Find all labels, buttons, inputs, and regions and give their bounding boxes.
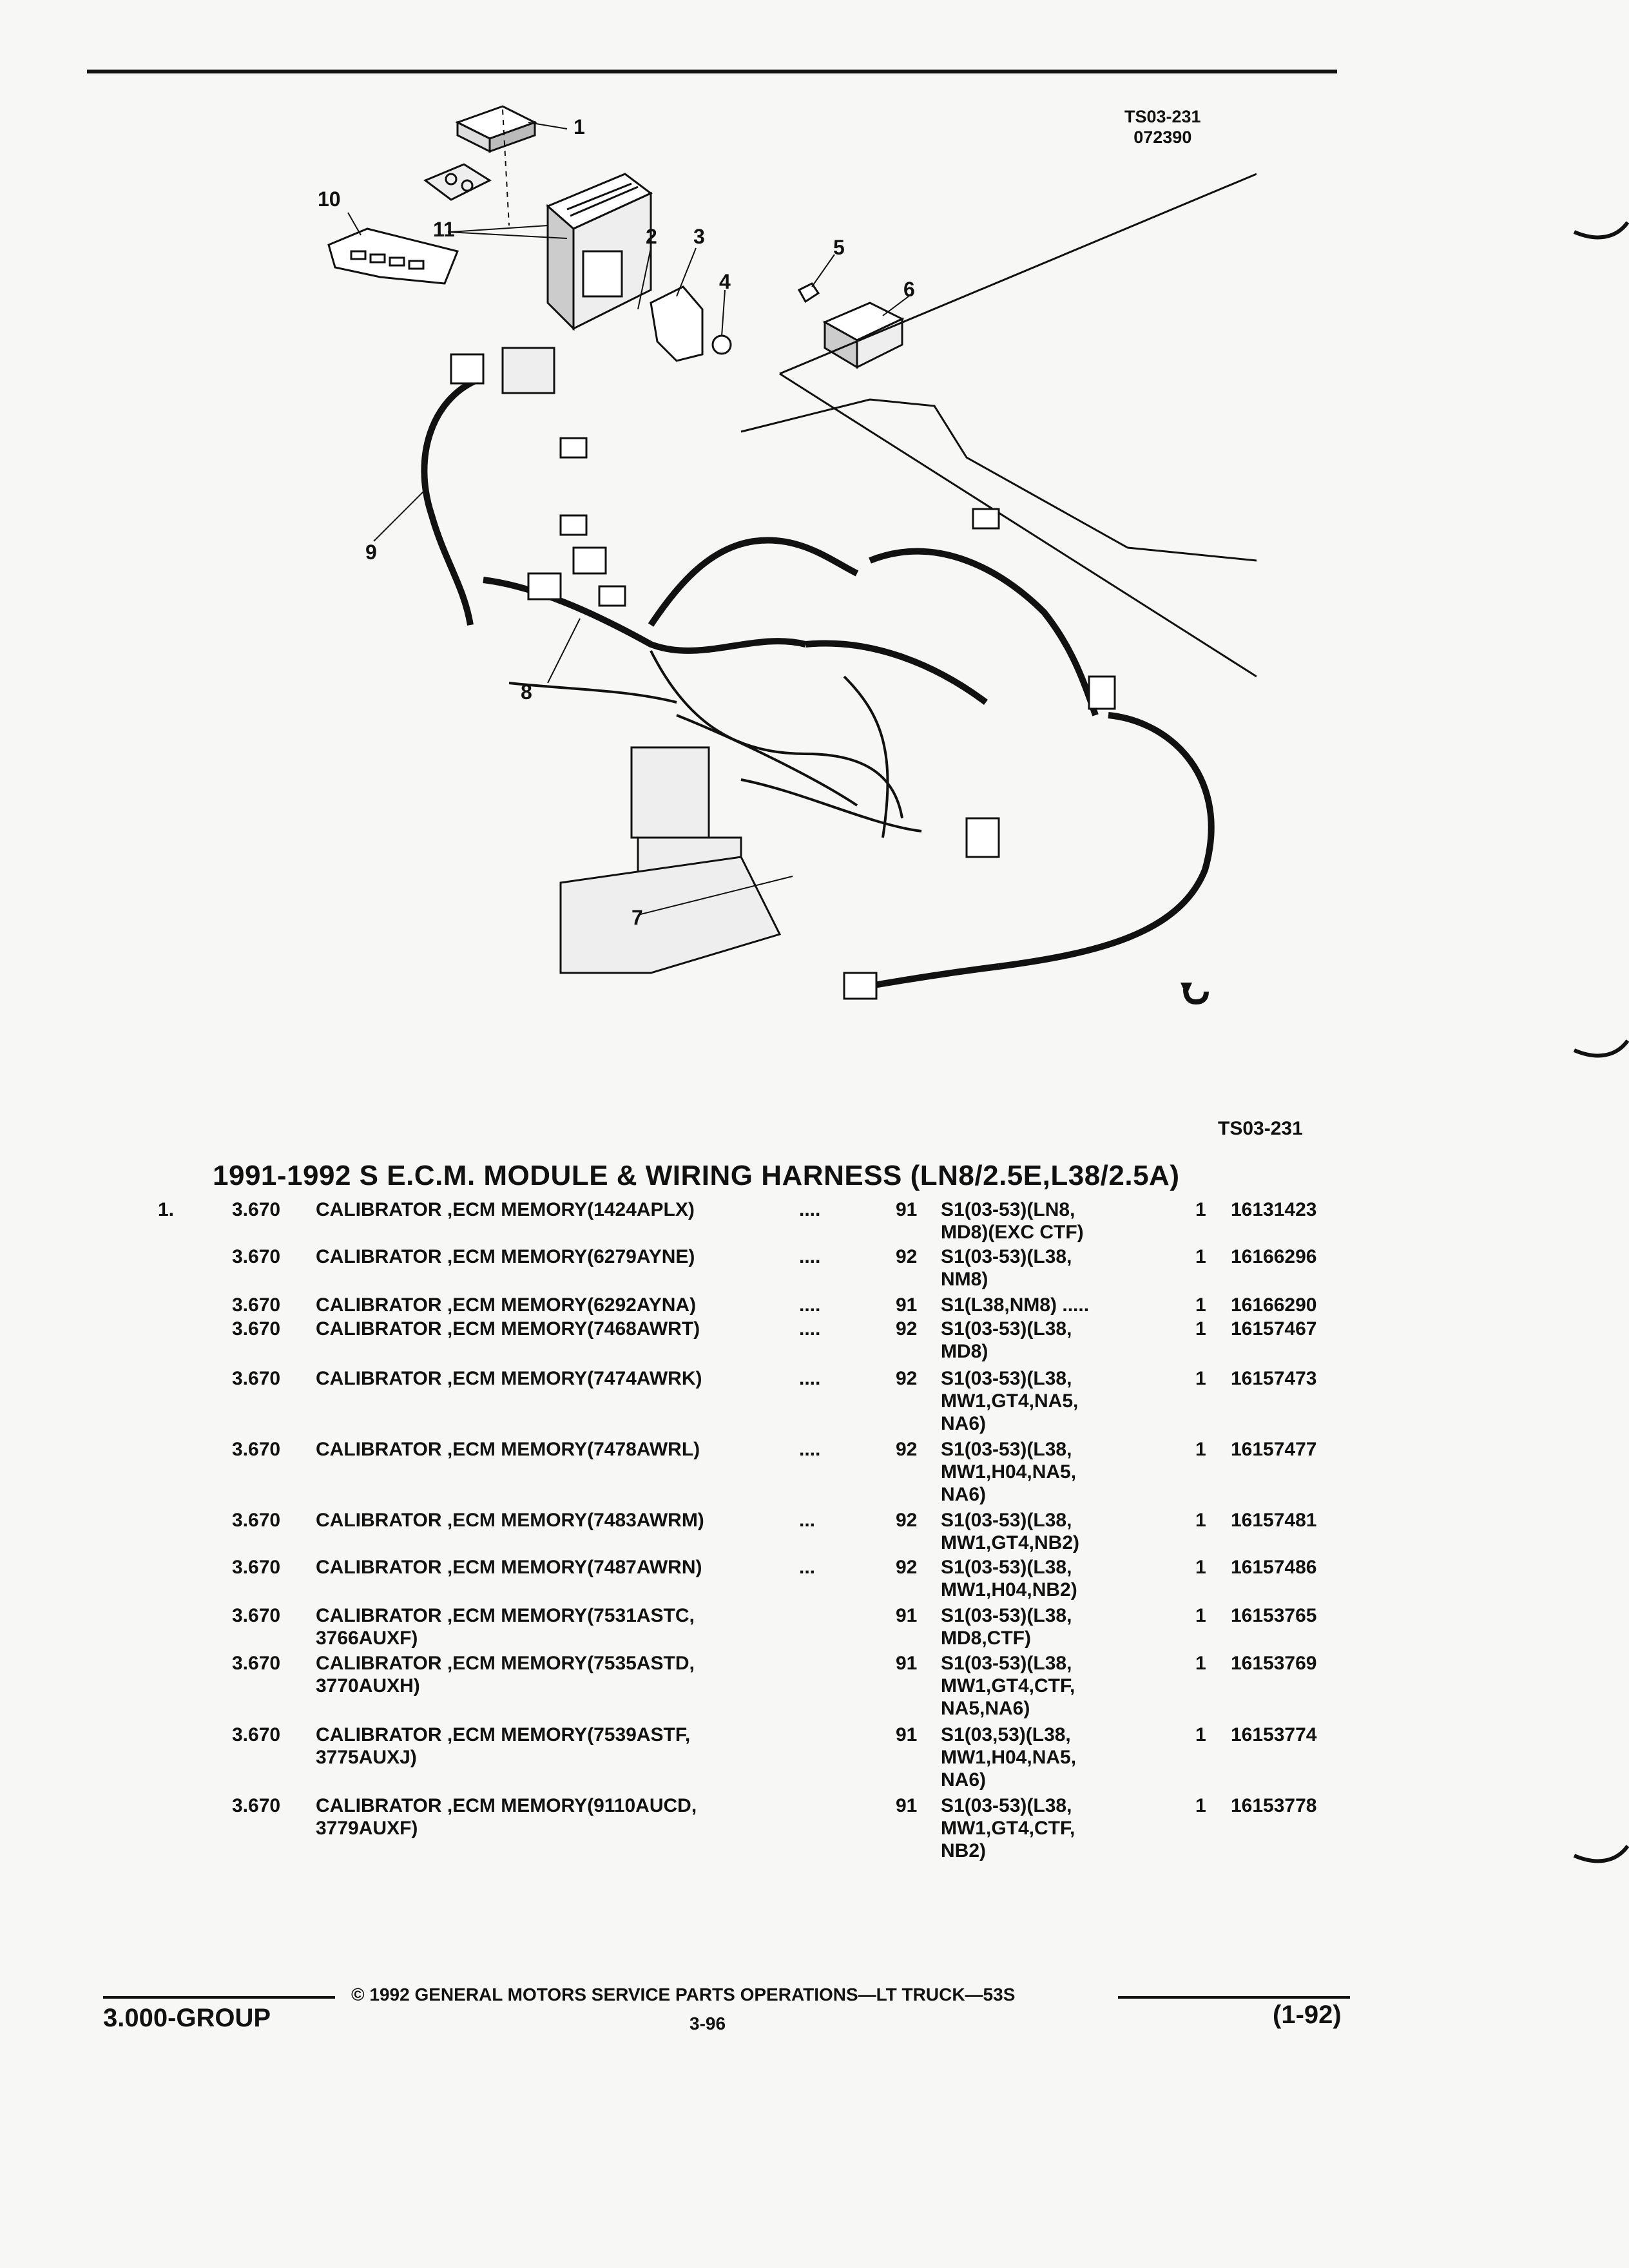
item-description: CALIBRATOR ,ECM MEMORY(9110AUCD, 3779AUXF) [316,1795,697,1839]
binding-mark-icon [1571,1037,1629,1063]
item-leader: .... [799,1199,821,1220]
item-quantity: 1 [1195,1795,1206,1816]
item-usage: S1(03-53)(L38, MD8,CTF) [941,1605,1072,1649]
item-year: 91 [896,1294,918,1316]
callout-5: 5 [833,236,845,259]
binding-mark-icon [1571,219,1629,245]
item-usage: S1(03-53)(L38, MW1,H04,NA5, NA6) [941,1439,1077,1505]
item-description: CALIBRATOR ,ECM MEMORY(7483AWRM) [316,1510,704,1531]
figure-label: TS03-231 [1218,1118,1303,1139]
callout-8: 8 [521,680,532,704]
item-code: 3.670 [232,1557,281,1578]
item-part-number: 16157473 [1231,1368,1317,1389]
item-part-number: 16153778 [1231,1795,1317,1816]
item-year: 91 [896,1653,918,1674]
item-part-number: 16166290 [1231,1294,1317,1316]
item-description: CALIBRATOR ,ECM MEMORY(7468AWRT) [316,1318,700,1340]
item-code: 3.670 [232,1318,281,1340]
item-description: CALIBRATOR ,ECM MEMORY(7535ASTD, 3770AUXH) [316,1653,695,1696]
item-usage: S1(03-53)(L38, MW1,GT4,NA5, NA6) [941,1368,1079,1434]
callout-2: 2 [646,225,657,248]
item-description: CALIBRATOR ,ECM MEMORY(7478AWRL) [316,1439,700,1460]
item-description: CALIBRATOR ,ECM MEMORY(7531ASTC, 3766AUXF) [316,1605,695,1649]
item-description: CALIBRATOR ,ECM MEMORY(1424APLX) [316,1199,695,1220]
item-description: CALIBRATOR ,ECM MEMORY(6279AYNE) [316,1246,695,1267]
item-leader: ... [799,1510,816,1531]
item-description: CALIBRATOR ,ECM MEMORY(7539ASTF, 3775AUXJ) [316,1724,691,1768]
item-key: 1. [158,1199,175,1220]
footer-group: 3.000-GROUP [103,2004,271,2032]
front-arrow-icon [1181,983,1206,1002]
item-usage: S1(03-53)(LN8, MD8)(EXC CTF) [941,1199,1084,1243]
item-leader: .... [799,1368,821,1389]
item-leader: ... [799,1557,816,1578]
item-description: CALIBRATOR ,ECM MEMORY(7487AWRN) [316,1557,702,1578]
item-quantity: 1 [1195,1724,1206,1745]
item-quantity: 1 [1195,1605,1206,1626]
item-part-number: 16153769 [1231,1653,1317,1674]
item-code: 3.670 [232,1724,281,1745]
item-quantity: 1 [1195,1318,1206,1340]
item-description: CALIBRATOR ,ECM MEMORY(7474AWRK) [316,1368,702,1389]
item-year: 91 [896,1605,918,1626]
item-year: 92 [896,1318,918,1340]
ecm-module-part [548,174,651,329]
item-leader: .... [799,1318,821,1340]
item-part-number: 16131423 [1231,1199,1317,1220]
item-quantity: 1 [1195,1368,1206,1389]
section-title: 1991-1992 S E.C.M. MODULE & WIRING HARNESS (LN8/2.5E,L38/2.5A) [213,1160,1180,1191]
item-quantity: 1 [1195,1246,1206,1267]
item-year: 92 [896,1510,918,1531]
page-number: 3-96 [689,2013,726,2033]
item-usage: S1(03-53)(L38, MD8) [941,1318,1072,1362]
diagram-svg [290,97,1257,1031]
item-description: CALIBRATOR ,ECM MEMORY(6292AYNA) [316,1294,697,1316]
item-code: 3.670 [232,1439,281,1460]
item-year: 91 [896,1795,918,1816]
item-usage: S1(L38,NM8) ..... [941,1294,1090,1316]
item-code: 3.670 [232,1795,281,1816]
item-quantity: 1 [1195,1653,1206,1674]
item-part-number: 16153765 [1231,1605,1317,1626]
top-rule [87,70,1337,73]
footer-date-code: (1-92) [1273,2001,1342,2029]
item-quantity: 1 [1195,1199,1206,1220]
item-part-number: 16157481 [1231,1510,1317,1531]
item-code: 3.670 [232,1510,281,1531]
footer-rule-right [1118,1996,1350,1999]
item-part-number: 16153774 [1231,1724,1317,1745]
item-part-number: 16166296 [1231,1246,1317,1267]
item-part-number: 16157467 [1231,1318,1317,1340]
callout-7: 7 [631,906,643,929]
item-year: 92 [896,1557,918,1578]
item-leader: .... [799,1246,821,1267]
item-quantity: 1 [1195,1557,1206,1578]
callout-3: 3 [693,225,705,248]
item-leader: .... [799,1439,821,1460]
item-quantity: 1 [1195,1439,1206,1460]
item-code: 3.670 [232,1199,281,1220]
calibrator-chip-part [458,106,535,151]
reference-code-line1: TS03-231 [1124,107,1201,126]
item-usage: S1(03-53)(L38, MW1,H04,NB2) [941,1557,1077,1600]
relay-part [825,303,902,367]
item-usage: S1(03-53)(L38, NM8) [941,1246,1072,1290]
item-year: 92 [896,1439,918,1460]
callout-10: 10 [318,187,341,211]
binding-mark-icon [1571,1843,1629,1869]
item-quantity: 1 [1195,1510,1206,1531]
reference-code-line2: 072390 [1133,128,1192,147]
item-year: 92 [896,1246,918,1267]
callout-4: 4 [719,270,731,293]
item-usage: S1(03,53)(L38, MW1,H04,NA5, NA6) [941,1724,1077,1791]
exploded-parts-diagram [290,97,1257,1031]
item-code: 3.670 [232,1294,281,1316]
item-code: 3.670 [232,1653,281,1674]
callout-1: 1 [574,115,585,139]
item-code: 3.670 [232,1368,281,1389]
callout-9: 9 [365,541,377,564]
callout-6: 6 [903,278,915,301]
item-year: 91 [896,1199,918,1220]
item-part-number: 16157477 [1231,1439,1317,1460]
callout-11: 11 [433,218,455,241]
item-year: 91 [896,1724,918,1745]
item-part-number: 16157486 [1231,1557,1317,1578]
footer-copyright: © 1992 GENERAL MOTORS SERVICE PARTS OPERATIONS—LT TRUCK—53S [351,1984,1016,2004]
item-year: 92 [896,1368,918,1389]
item-usage: S1(03-53)(L38, MW1,GT4,CTF, NB2) [941,1795,1075,1861]
item-quantity: 1 [1195,1294,1206,1316]
item-leader: .... [799,1294,821,1316]
item-usage: S1(03-53)(L38, MW1,GT4,NB2) [941,1510,1080,1553]
item-code: 3.670 [232,1246,281,1267]
item-usage: S1(03-53)(L38, MW1,GT4,CTF, NA5,NA6) [941,1653,1075,1719]
footer-rule-left [103,1996,335,1999]
item-code: 3.670 [232,1605,281,1626]
